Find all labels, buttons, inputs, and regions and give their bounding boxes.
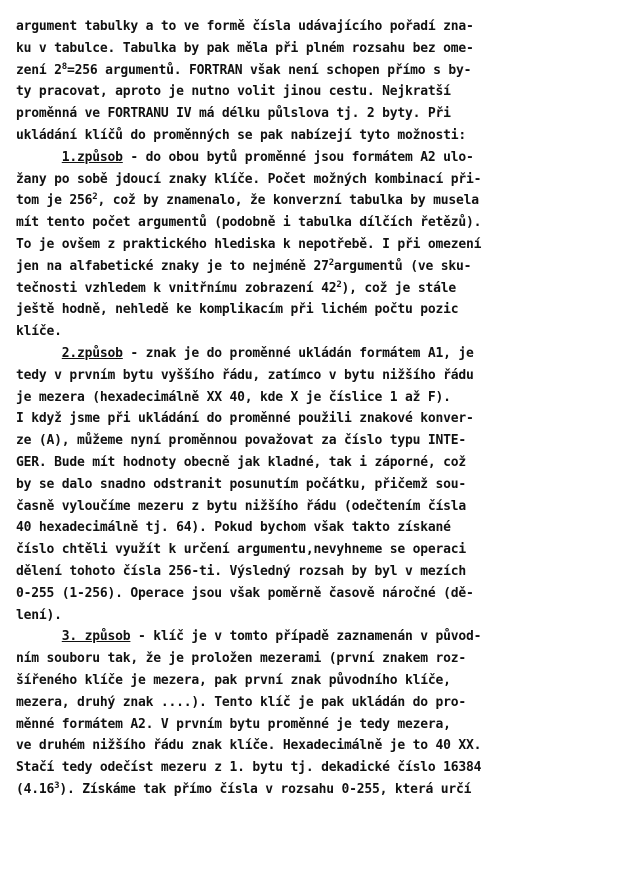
section-heading: 1.způsob	[61, 149, 123, 165]
text-line	[16, 212, 606, 234]
text-run: číslo chtěli využít k určení argumentu,nevyhneme se operaci	[16, 542, 466, 558]
text-run: proměnná ve FORTRANU IV má délku půlslova tj. 2 byty. Při	[16, 106, 451, 122]
text-run	[16, 346, 62, 361]
text-line	[16, 234, 606, 256]
text-run: ), což je stále	[341, 280, 456, 296]
text-run: zení 2	[16, 62, 62, 78]
text-line	[16, 648, 606, 670]
text-run: dělení tohoto čísla 256-ti. Výsledný rozsah by byl v mezích	[16, 563, 466, 579]
text-run: Stačí tedy odečíst mezeru z 1. bytu tj. dekadické číslo 16384	[16, 760, 482, 776]
text-run: 0-255 (1-256). Operace jsou však poměrně časově náročné (dě-	[16, 585, 474, 601]
text-run: tom je 256	[16, 193, 93, 209]
text-line	[16, 517, 606, 539]
text-line	[16, 714, 606, 736]
superscript: 2	[328, 257, 334, 268]
text-line	[16, 539, 606, 561]
text-run: mezera, druhý znak ....). Tento klíč je pak ukládán do pro-	[16, 694, 466, 710]
section-heading: 2.způsob	[61, 345, 123, 361]
superscript: 2	[336, 279, 342, 290]
text-line	[16, 256, 606, 278]
text-run: časně vyloučíme mezeru z bytu nižšího řádu (odečtením čísla	[16, 498, 466, 514]
text-run: jen na alfabetické znaky je to nejméně 27	[16, 258, 329, 274]
text-line	[16, 190, 606, 212]
text-run: lení).	[16, 607, 62, 623]
text-line	[16, 757, 606, 779]
text-line	[16, 583, 606, 605]
text-line	[16, 103, 606, 125]
text-run: tedy v prvním bytu vyššího řádu, zatímco v bytu nižšího řádu	[16, 367, 474, 383]
text-run: tečnosti vzhledem k vnitřnímu zobrazení 42	[16, 280, 337, 296]
text-run: mít tento počet argumentů (podobně i tabulka dílčích řetězů).	[16, 215, 482, 231]
text-line	[16, 299, 606, 321]
text-run: ve druhém nižšího řádu znak klíče. Hexadecimálně je to 40 XX.	[16, 738, 482, 754]
text-run: klíče.	[16, 324, 62, 340]
text-run: ku v tabulce. Tabulka by pak měla při plném rozsahu bez ome-	[16, 40, 474, 56]
text-line	[16, 474, 606, 496]
text-run: =256 argumentů. FORTRAN však není schopen přímo s by-	[66, 62, 472, 78]
text-line	[16, 169, 606, 191]
document-text	[16, 16, 606, 801]
text-run: (4.16	[16, 781, 55, 797]
text-run: je mezera (hexadecimálně XX 40, kde X je číslice 1 až F).	[16, 389, 451, 405]
text-line	[16, 38, 606, 60]
text-run	[16, 629, 62, 644]
text-run: To je ovšem z praktického hlediska k nepotřebě. I při omezení	[16, 236, 482, 252]
text-run	[16, 150, 62, 165]
text-run: měnné formátem A2. V prvním bytu proměnné je tedy mezera,	[16, 716, 451, 732]
text-run: 40 hexadecimálně tj. 64). Pokud bychom však takto získané	[16, 520, 451, 536]
text-line	[16, 321, 606, 343]
text-line	[16, 561, 606, 583]
text-line	[16, 60, 606, 82]
text-line	[16, 147, 606, 169]
text-line	[16, 779, 606, 801]
text-run: ním souboru tak, že je proložen mezerami (první znakem roz-	[16, 651, 466, 667]
text-run: žany po sobě jdoucí znaky klíče. Počet možných kombinací při-	[16, 171, 482, 187]
text-line	[16, 81, 606, 103]
text-run: ze (A), můžeme nyní proměnnou považovat za číslo typu INTE-	[16, 433, 466, 449]
text-run: - klíč je v tomto případě zaznamenán v původ-	[130, 629, 482, 645]
text-run: , což by znamenalo, že konverzní tabulka by musela	[97, 193, 479, 209]
superscript: 8	[61, 61, 67, 72]
text-line	[16, 735, 606, 757]
text-line	[16, 343, 606, 365]
text-run: argumentů (ve sku-	[333, 258, 472, 274]
text-run: šířeného klíče je mezera, pak první znak původního klíče,	[16, 672, 451, 688]
text-run: by se dalo snadno odstranit posunutím počátku, přičemž sou-	[16, 476, 466, 492]
text-line	[16, 278, 606, 300]
text-line	[16, 365, 606, 387]
text-line	[16, 496, 606, 518]
text-run: GER. Bude mít hodnoty obecně jak kladné, tak i záporné, což	[16, 454, 466, 470]
text-line	[16, 387, 606, 409]
text-run: - znak je do proměnné ukládán formátem A1, je	[122, 345, 474, 361]
text-run: argument tabulky a to ve formě čísla udávajícího pořadí zna-	[16, 19, 474, 34]
text-line	[16, 692, 606, 714]
text-run: ty pracovat, aproto je nutno volit jinou cestu. Nejkratší	[16, 84, 451, 100]
text-line	[16, 408, 606, 430]
superscript: 2	[92, 192, 98, 203]
text-run: ukládání klíčů do proměnných se pak nabízejí tyto možnosti:	[16, 127, 466, 143]
text-run: ). Získáme tak přímo čísla v rozsahu 0-255, která určí	[59, 781, 472, 797]
text-line	[16, 125, 606, 147]
text-line	[16, 605, 606, 627]
text-run: - do obou bytů proměnné jsou formátem A2 ulo-	[122, 149, 474, 165]
text-run: ještě hodně, nehledě ke komplikacím při lichém počtu pozic	[16, 302, 459, 318]
section-heading: 3. způsob	[61, 629, 131, 645]
text-line	[16, 626, 606, 648]
text-line	[16, 670, 606, 692]
text-line	[16, 430, 606, 452]
text-run: I když jsme při ukládání do proměnné použili znakové konver-	[16, 411, 474, 427]
text-line	[16, 452, 606, 474]
text-line	[16, 16, 606, 38]
superscript: 3	[54, 780, 60, 791]
